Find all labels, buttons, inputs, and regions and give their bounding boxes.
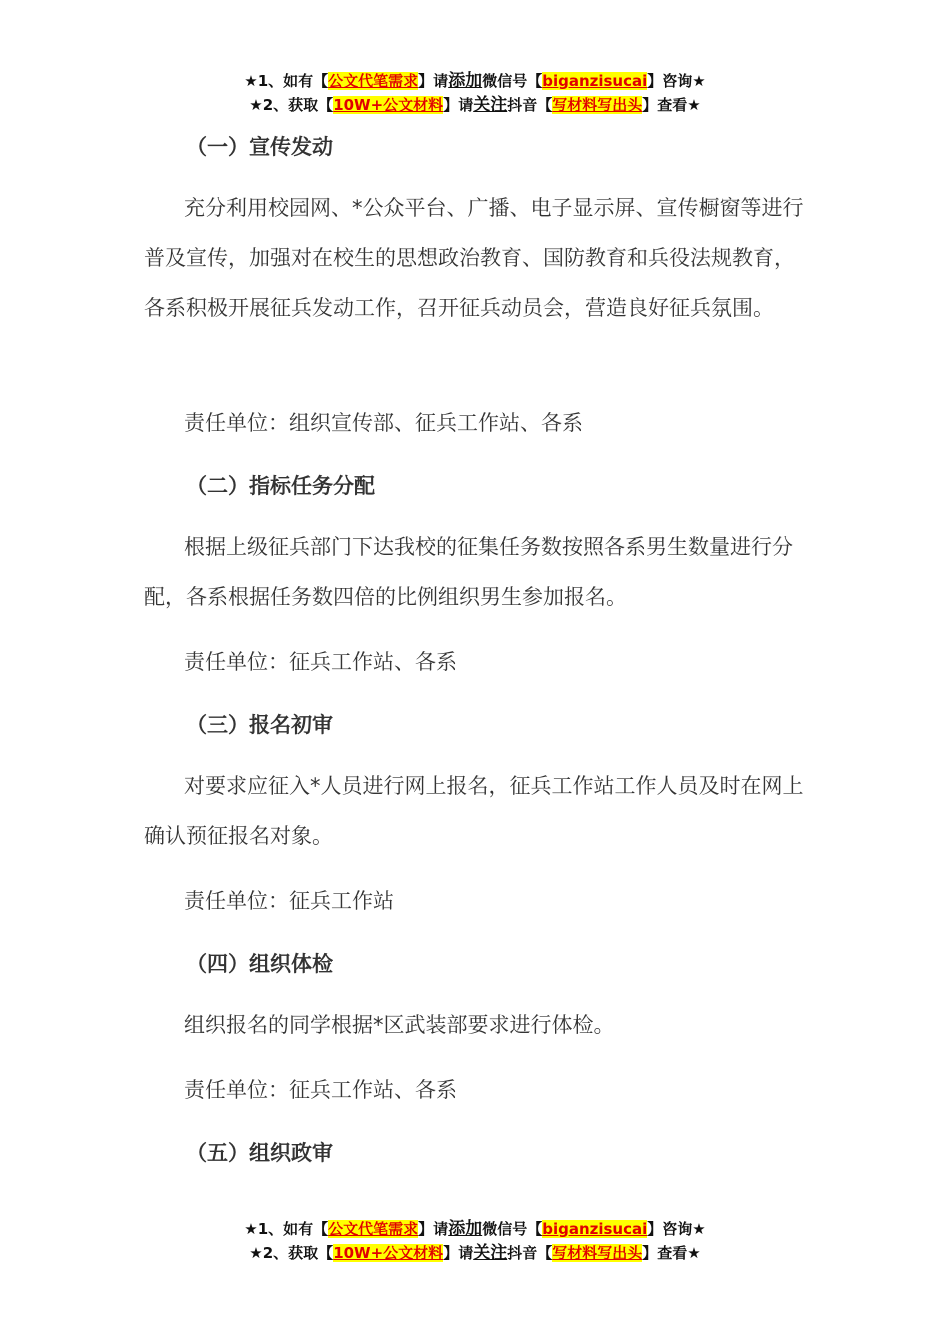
section-heading: （三）报名初审 [186, 713, 333, 737]
banner-text: 抖音【 [507, 1244, 553, 1262]
banner-text: ★2、获取【 [249, 96, 334, 114]
banner-highlight: 公文代笔需求 [328, 1220, 419, 1238]
banner-text: 】咨询★ [647, 1220, 706, 1238]
banner-line-1 [0, 69, 950, 93]
banner-text: 】请 [418, 72, 449, 90]
banner-highlight: 公文代笔需求 [328, 72, 419, 90]
banner-line-1 [0, 1217, 950, 1241]
header-banner [0, 69, 950, 117]
banner-text: 微信号【 [482, 72, 543, 90]
banner-text: 抖音【 [507, 96, 553, 114]
banner-line-2 [0, 1241, 950, 1265]
responsibility-line: 责任单位：征兵工作站、各系 [184, 650, 457, 674]
banner-text: 】咨询★ [647, 72, 706, 90]
banner-text: 】查看★ [642, 1244, 701, 1262]
banner-text: 】请 [443, 96, 474, 114]
banner-text: 】请 [443, 1244, 474, 1262]
section-body: 对要求应征入*人员进行网上报名，征兵工作站工作人员及时在网上确认预征报名对象。 [144, 774, 804, 848]
banner-emphasis: 关注 [473, 1243, 508, 1263]
section-heading: （五）组织政审 [186, 1141, 333, 1165]
responsibility-line: 责任单位：征兵工作站、各系 [184, 1078, 457, 1102]
banner-highlight: 写材料写出头 [552, 1244, 643, 1262]
section-heading: （一）宣传发动 [186, 135, 333, 159]
banner-text: 微信号【 [482, 1220, 543, 1238]
responsibility-line: 责任单位：征兵工作站 [184, 889, 394, 913]
footer-banner [0, 1217, 950, 1265]
banner-text: ★2、获取【 [249, 1244, 334, 1262]
banner-emphasis: 关注 [473, 95, 508, 115]
banner-highlight: biganzisucai [542, 72, 648, 90]
banner-text: ★1、如有【 [244, 72, 329, 90]
section-body: 根据上级征兵部门下达我校的征集任务数按照各系男生数量进行分配，各系根据任务数四倍的比例组织男生参加报名。 [144, 535, 793, 609]
section-heading: （二）指标任务分配 [186, 474, 375, 498]
banner-text: 】查看★ [642, 96, 701, 114]
banner-text: 】请 [418, 1220, 449, 1238]
section-heading: （四）组织体检 [186, 952, 333, 976]
banner-text: ★1、如有【 [244, 1220, 329, 1238]
responsibility-line: 责任单位：组织宣传部、征兵工作站、各系 [184, 411, 583, 435]
banner-highlight: 写材料写出头 [552, 96, 643, 114]
banner-emphasis: 添加 [448, 71, 483, 91]
banner-highlight: 10W+公文材料 [333, 1244, 444, 1262]
banner-emphasis: 添加 [448, 1219, 483, 1239]
section-body: 组织报名的同学根据*区武装部要求进行体检。 [184, 1013, 615, 1037]
banner-line-2 [0, 93, 950, 117]
banner-highlight: 10W+公文材料 [333, 96, 444, 114]
section-body: 充分利用校园网、*公众平台、广播、电子显示屏、宣传橱窗等进行普及宣传，加强对在校生的思想政治教育、国防教育和兵役法规教育，各系积极开展征兵发动工作，召开征兵动员会，营造良好征兵氛围。 [144, 196, 804, 320]
banner-highlight: biganzisucai [542, 1220, 648, 1238]
